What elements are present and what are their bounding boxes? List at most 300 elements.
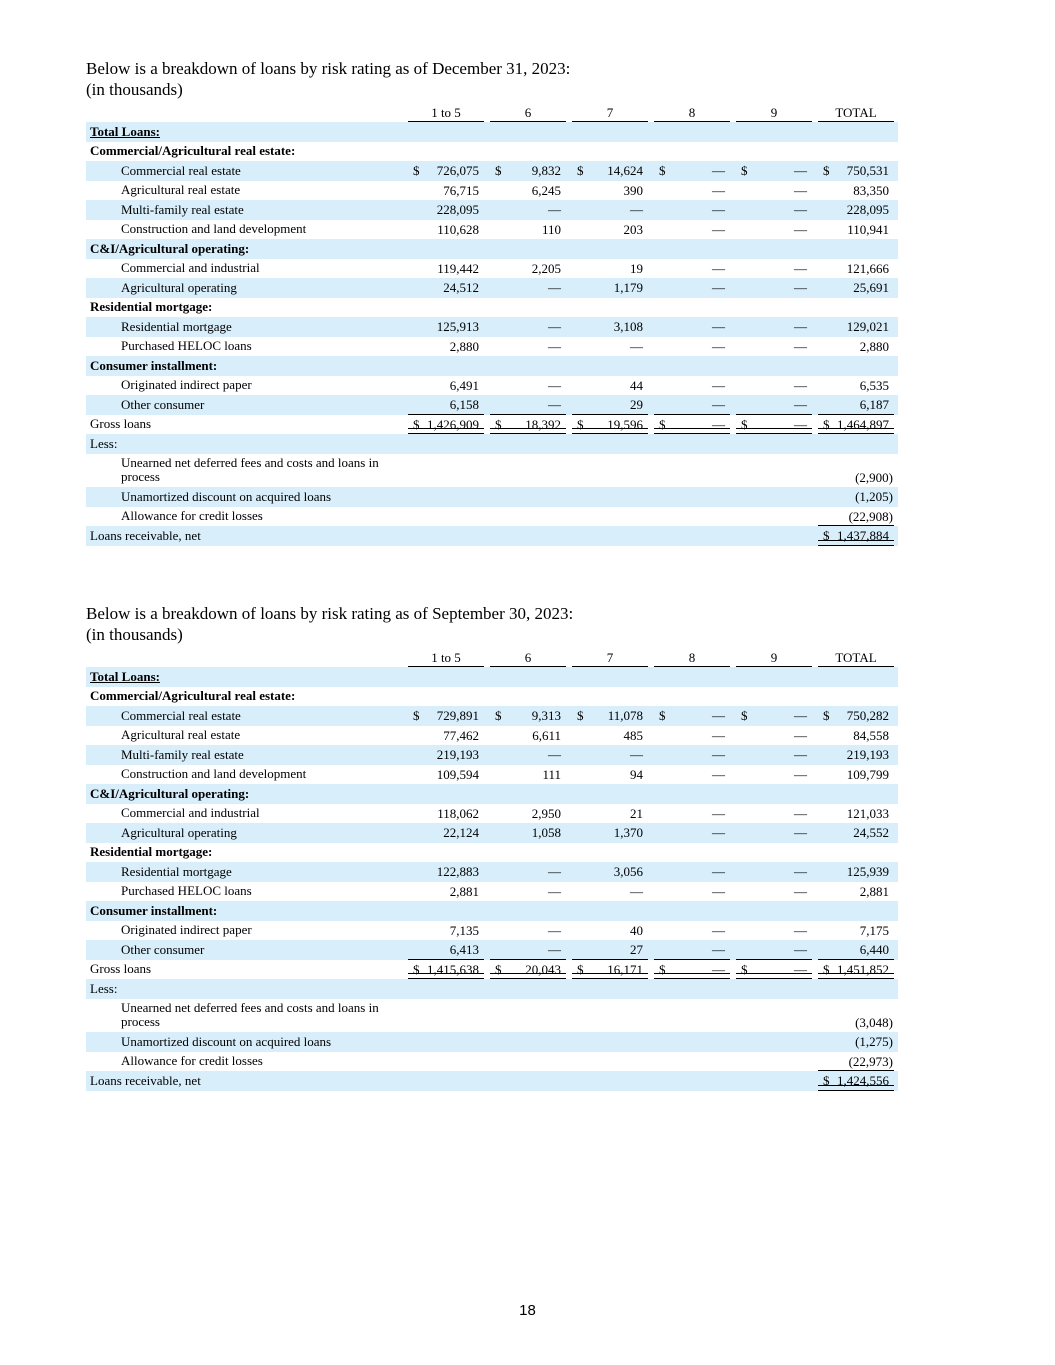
cell-value: — [548,747,561,762]
cell-value: 18,392 [525,416,561,432]
cell-rating-7 [570,337,652,357]
cell-rating-7 [570,278,652,298]
cell-total [816,999,898,1033]
cell-value: 16,171 [607,961,643,977]
column-header-label: TOTAL [818,103,894,123]
cell-value: 24,552 [853,825,889,840]
cell-rating-1-to-5 [406,1071,488,1091]
cell-total [816,200,898,220]
cell-value: 24,512 [443,280,479,295]
cell-value-box [654,804,730,824]
cell-value: — [794,766,807,782]
cell-value: 6,245 [531,182,561,198]
cell-value: — [548,202,561,217]
column-header-rating-1-to-5 [406,648,488,668]
cell-rating-9 [734,317,816,337]
cell-value-box [408,726,484,746]
cell-rating-1-to-5 [406,901,488,921]
cell-rating-6 [488,298,570,318]
row-label-text: Originated indirect paper [121,922,252,937]
cell-rating-9 [734,526,816,546]
cell-rating-8 [652,940,734,960]
cell-value: — [630,883,643,899]
cell-value: — [712,942,725,957]
cell-value: — [548,338,561,354]
row-label [86,376,406,396]
cell-value-box [408,882,484,902]
cell-value: — [794,397,807,412]
cell-rating-6 [488,259,570,279]
cell-value-box [572,376,648,396]
row-label [86,940,406,960]
cell-value-box [490,317,566,337]
table-row [86,259,898,279]
row-label [86,337,406,357]
cell-value-box [408,804,484,824]
table-row [86,434,898,454]
table-row [86,979,898,999]
cell-value-box [736,882,812,902]
cell-rating-1-to-5 [406,122,488,142]
cell-rating-9 [734,487,816,507]
cell-total [816,415,898,435]
cell-value: 6,535 [859,377,889,393]
cell-value-box [736,317,812,337]
cell-rating-1-to-5 [406,1032,488,1052]
cell-value-box [736,161,812,181]
cell-value: 2,205 [531,260,561,276]
row-label-text: Commercial/Agricultural real estate: [90,688,296,703]
row-label [86,142,406,162]
cell-rating-7 [570,940,652,960]
row-label [86,999,406,1033]
cell-rating-6 [488,921,570,941]
cell-value-box [818,823,894,843]
cell-value-box [736,278,812,298]
row-label-text: Other consumer [121,396,205,412]
cell-value-box [654,745,730,765]
row-label [86,161,406,181]
currency-symbol: $ [413,961,420,977]
cell-value-box [654,823,730,843]
cell-rating-1-to-5 [406,1052,488,1072]
cell-rating-1-to-5 [406,862,488,882]
cell-total [816,376,898,396]
column-header-label: 8 [654,648,730,668]
cell-rating-6 [488,1071,570,1091]
cell-rating-9 [734,142,816,162]
cell-rating-8 [652,882,734,902]
currency-symbol: $ [823,163,830,178]
cell-total [816,122,898,142]
cell-rating-7 [570,161,652,181]
cell-rating-1-to-5 [406,726,488,746]
row-label-text: Gross loans [90,961,152,976]
cell-value: — [794,864,807,879]
cell-value: — [548,922,561,938]
cell-rating-1-to-5 [406,526,488,546]
table-row [86,454,898,488]
cell-rating-9 [734,200,816,220]
row-label-text: Residential mortgage: [90,299,213,314]
row-label-text: Less: [90,435,118,451]
cell-value: — [794,883,807,899]
cell-rating-8 [652,142,734,162]
row-label [86,395,406,415]
row-label [86,726,406,746]
row-label-text: C&I/Agricultural operating: [90,785,250,801]
cell-value: 1,370 [613,825,643,840]
currency-symbol: $ [823,528,830,543]
cell-rating-8 [652,181,734,201]
cell-value: 203 [623,221,643,237]
cell-value-box [736,960,812,980]
cell-value: — [548,319,561,334]
cell-value-box [408,765,484,785]
row-label [86,415,406,435]
cell-rating-8 [652,454,734,488]
cell-rating-9 [734,862,816,882]
cell-value: — [794,942,807,957]
currency-symbol: $ [495,961,502,977]
column-header-rating-9 [734,648,816,668]
table-row [86,317,898,337]
cell-rating-9 [734,220,816,240]
cell-value: 122,883 [436,864,479,879]
cell-rating-8 [652,507,734,527]
cell-total [816,726,898,746]
column-header-rating-6 [488,103,570,123]
cell-rating-8 [652,161,734,181]
cell-value: 3,056 [613,864,643,879]
cell-rating-1-to-5 [406,317,488,337]
cell-value-box [818,259,894,279]
cell-total [816,940,898,960]
row-label-text: Loans receivable, net [90,527,201,543]
row-label [86,843,406,863]
currency-symbol: $ [823,708,830,723]
cell-total [816,1052,898,1072]
row-label-text: Agricultural operating [121,279,237,295]
cell-total [816,979,898,999]
table-row [86,220,898,240]
cell-total [816,181,898,201]
cell-value: (1,205) [855,489,893,504]
row-label-text: Commercial/Agricultural real estate: [90,143,296,158]
cell-rating-8 [652,298,734,318]
cell-rating-1-to-5 [406,181,488,201]
column-header-total [816,648,898,668]
cell-total [816,765,898,785]
cell-rating-1-to-5 [406,454,488,488]
row-label [86,487,406,507]
cell-value-box [818,921,894,941]
cell-value-box [490,337,566,357]
column-header-rating-7 [570,103,652,123]
cell-rating-9 [734,960,816,980]
cell-value-box [572,181,648,201]
cell-value: (22,973) [848,1053,893,1069]
cell-value: 19 [630,260,643,276]
cell-value: — [712,280,725,295]
cell-value-box [408,745,484,765]
cell-value: — [712,864,725,879]
cell-value: 29 [630,397,643,412]
cell-rating-1-to-5 [406,376,488,396]
cell-value: — [794,377,807,393]
cell-rating-6 [488,784,570,804]
cell-rating-1-to-5 [406,259,488,279]
cell-value-box [818,1013,894,1033]
cell-value: 22,124 [443,825,479,840]
cell-rating-6 [488,220,570,240]
cell-rating-9 [734,278,816,298]
currency-symbol: $ [741,961,748,977]
cell-rating-7 [570,376,652,396]
cell-rating-7 [570,960,652,980]
cell-value: 6,413 [449,942,479,957]
cell-value-box [408,200,484,220]
loans-by-risk-rating-table [86,648,898,1091]
cell-rating-7 [570,356,652,376]
column-header-total [816,103,898,123]
row-label-text: Allowance for credit losses [121,1053,263,1068]
cell-value-box [736,181,812,201]
cell-total [816,901,898,921]
cell-rating-6 [488,317,570,337]
cell-value-box [408,259,484,279]
row-label [86,862,406,882]
cell-value-box [408,161,484,181]
cell-value-box [490,745,566,765]
cell-rating-8 [652,1071,734,1091]
cell-value-box [818,487,894,507]
cell-rating-8 [652,376,734,396]
cell-rating-1-to-5 [406,298,488,318]
cell-value: — [712,338,725,354]
risk-rating-section-december-2023 [86,58,898,546]
cell-value-box [408,181,484,201]
cell-rating-1-to-5 [406,278,488,298]
cell-rating-9 [734,901,816,921]
cell-rating-8 [652,317,734,337]
cell-value-box [736,940,812,960]
row-label [86,220,406,240]
row-label-text: Construction and land development [121,766,307,781]
column-header-label: 7 [572,648,648,668]
cell-value-box [818,468,894,488]
cell-value-box [818,161,894,181]
cell-rating-7 [570,181,652,201]
cell-value-box [736,415,812,435]
cell-value-box [736,862,812,882]
row-label-text: Consumer installment: [90,357,218,373]
row-label-text: Residential mortgage: [90,844,213,859]
cell-total [816,706,898,726]
cell-value: — [712,922,725,938]
row-label [86,454,406,488]
cell-value: — [712,202,725,217]
column-header-label: 8 [654,103,730,123]
table-row [86,395,898,415]
cell-value: 109,594 [436,766,479,782]
cell-rating-1-to-5 [406,487,488,507]
cell-value: 2,880 [859,338,889,354]
cell-rating-7 [570,1052,652,1072]
cell-value: — [794,163,807,178]
cell-rating-7 [570,298,652,318]
cell-value: 119,442 [437,260,479,276]
cell-value: 1,424,556 [837,1073,889,1088]
cell-value: — [794,280,807,295]
cell-value-box [818,220,894,240]
cell-value-box [654,726,730,746]
table-row [86,507,898,527]
cell-value: 6,440 [859,942,889,957]
cell-value: — [794,747,807,762]
cell-total [816,317,898,337]
cell-value: 390 [623,182,643,198]
cell-value-box [490,862,566,882]
cell-value-box [654,765,730,785]
row-label-text: Less: [90,980,118,996]
currency-symbol: $ [577,163,584,178]
cell-value-box [408,862,484,882]
cell-rating-8 [652,979,734,999]
cell-rating-6 [488,765,570,785]
cell-value: — [794,319,807,334]
cell-value-box [490,940,566,960]
cell-total [816,259,898,279]
cell-rating-1-to-5 [406,415,488,435]
table-row [86,960,898,980]
currency-symbol: $ [495,708,502,723]
cell-total [816,220,898,240]
cell-value-box [572,823,648,843]
cell-value-box [736,259,812,279]
cell-value: — [794,202,807,217]
cell-value-box [408,415,484,435]
cell-value-box [818,804,894,824]
cell-rating-9 [734,726,816,746]
column-header-row [86,103,898,123]
cell-value: 129,021 [846,319,889,334]
cell-value-box [654,921,730,941]
cell-value: 3,108 [613,319,643,334]
currency-symbol: $ [495,416,502,432]
row-label-text: Agricultural real estate [121,727,241,742]
currency-symbol: $ [659,416,666,432]
cell-rating-6 [488,507,570,527]
cell-value: 19,596 [607,416,643,432]
cell-value-box [572,200,648,220]
column-header-label: 1 to 5 [408,648,484,668]
cell-value: 729,891 [436,708,479,723]
cell-rating-8 [652,706,734,726]
cell-value: 27 [630,942,643,957]
cell-rating-6 [488,979,570,999]
cell-value: — [712,766,725,782]
cell-value-box [490,823,566,843]
cell-total [816,687,898,707]
cell-rating-9 [734,921,816,941]
cell-rating-6 [488,181,570,201]
cell-value-box [818,415,894,435]
cell-rating-9 [734,1032,816,1052]
cell-rating-7 [570,706,652,726]
row-label-text: Multi-family real estate [121,201,244,217]
cell-value-box [572,259,648,279]
table-row [86,1071,898,1091]
cell-value-box [818,1032,894,1052]
cell-value-box [572,337,648,357]
cell-total [816,784,898,804]
cell-rating-7 [570,804,652,824]
cell-rating-9 [734,979,816,999]
cell-value: (3,048) [855,1014,893,1030]
cell-rating-9 [734,454,816,488]
cell-value-box [490,259,566,279]
cell-rating-7 [570,507,652,527]
cell-rating-7 [570,823,652,843]
cell-total [816,337,898,357]
cell-value-box [654,181,730,201]
cell-value: — [548,397,561,412]
row-label-text: Multi-family real estate [121,746,244,762]
cell-value: — [794,727,807,743]
cell-value: 1,415,638 [427,961,479,977]
cell-value: — [712,961,725,977]
cell-value-box [408,921,484,941]
cell-value: — [712,319,725,334]
cell-value-box [408,823,484,843]
cell-value-box [654,259,730,279]
row-label [86,181,406,201]
cell-rating-9 [734,507,816,527]
cell-rating-7 [570,921,652,941]
cell-rating-6 [488,200,570,220]
cell-rating-7 [570,1032,652,1052]
cell-rating-7 [570,142,652,162]
cell-value-box [490,181,566,201]
cell-value: 228,095 [436,202,479,217]
cell-value-box [736,706,812,726]
cell-rating-9 [734,1052,816,1072]
cell-value-box [490,921,566,941]
cell-value: — [712,805,725,821]
cell-value-box [408,395,484,415]
cell-value: — [712,883,725,899]
column-header-rating-8 [652,648,734,668]
table-row [86,765,898,785]
cell-rating-8 [652,901,734,921]
row-label [86,706,406,726]
cell-rating-8 [652,687,734,707]
cell-rating-8 [652,434,734,454]
cell-rating-9 [734,687,816,707]
table-row [86,667,898,687]
cell-value: — [548,864,561,879]
cell-rating-7 [570,259,652,279]
cell-rating-8 [652,823,734,843]
cell-value: (1,275) [855,1034,893,1049]
cell-rating-9 [734,298,816,318]
cell-value-box [736,337,812,357]
row-label-text: Agricultural real estate [121,182,241,197]
cell-rating-8 [652,415,734,435]
cell-rating-9 [734,415,816,435]
table-row [86,882,898,902]
